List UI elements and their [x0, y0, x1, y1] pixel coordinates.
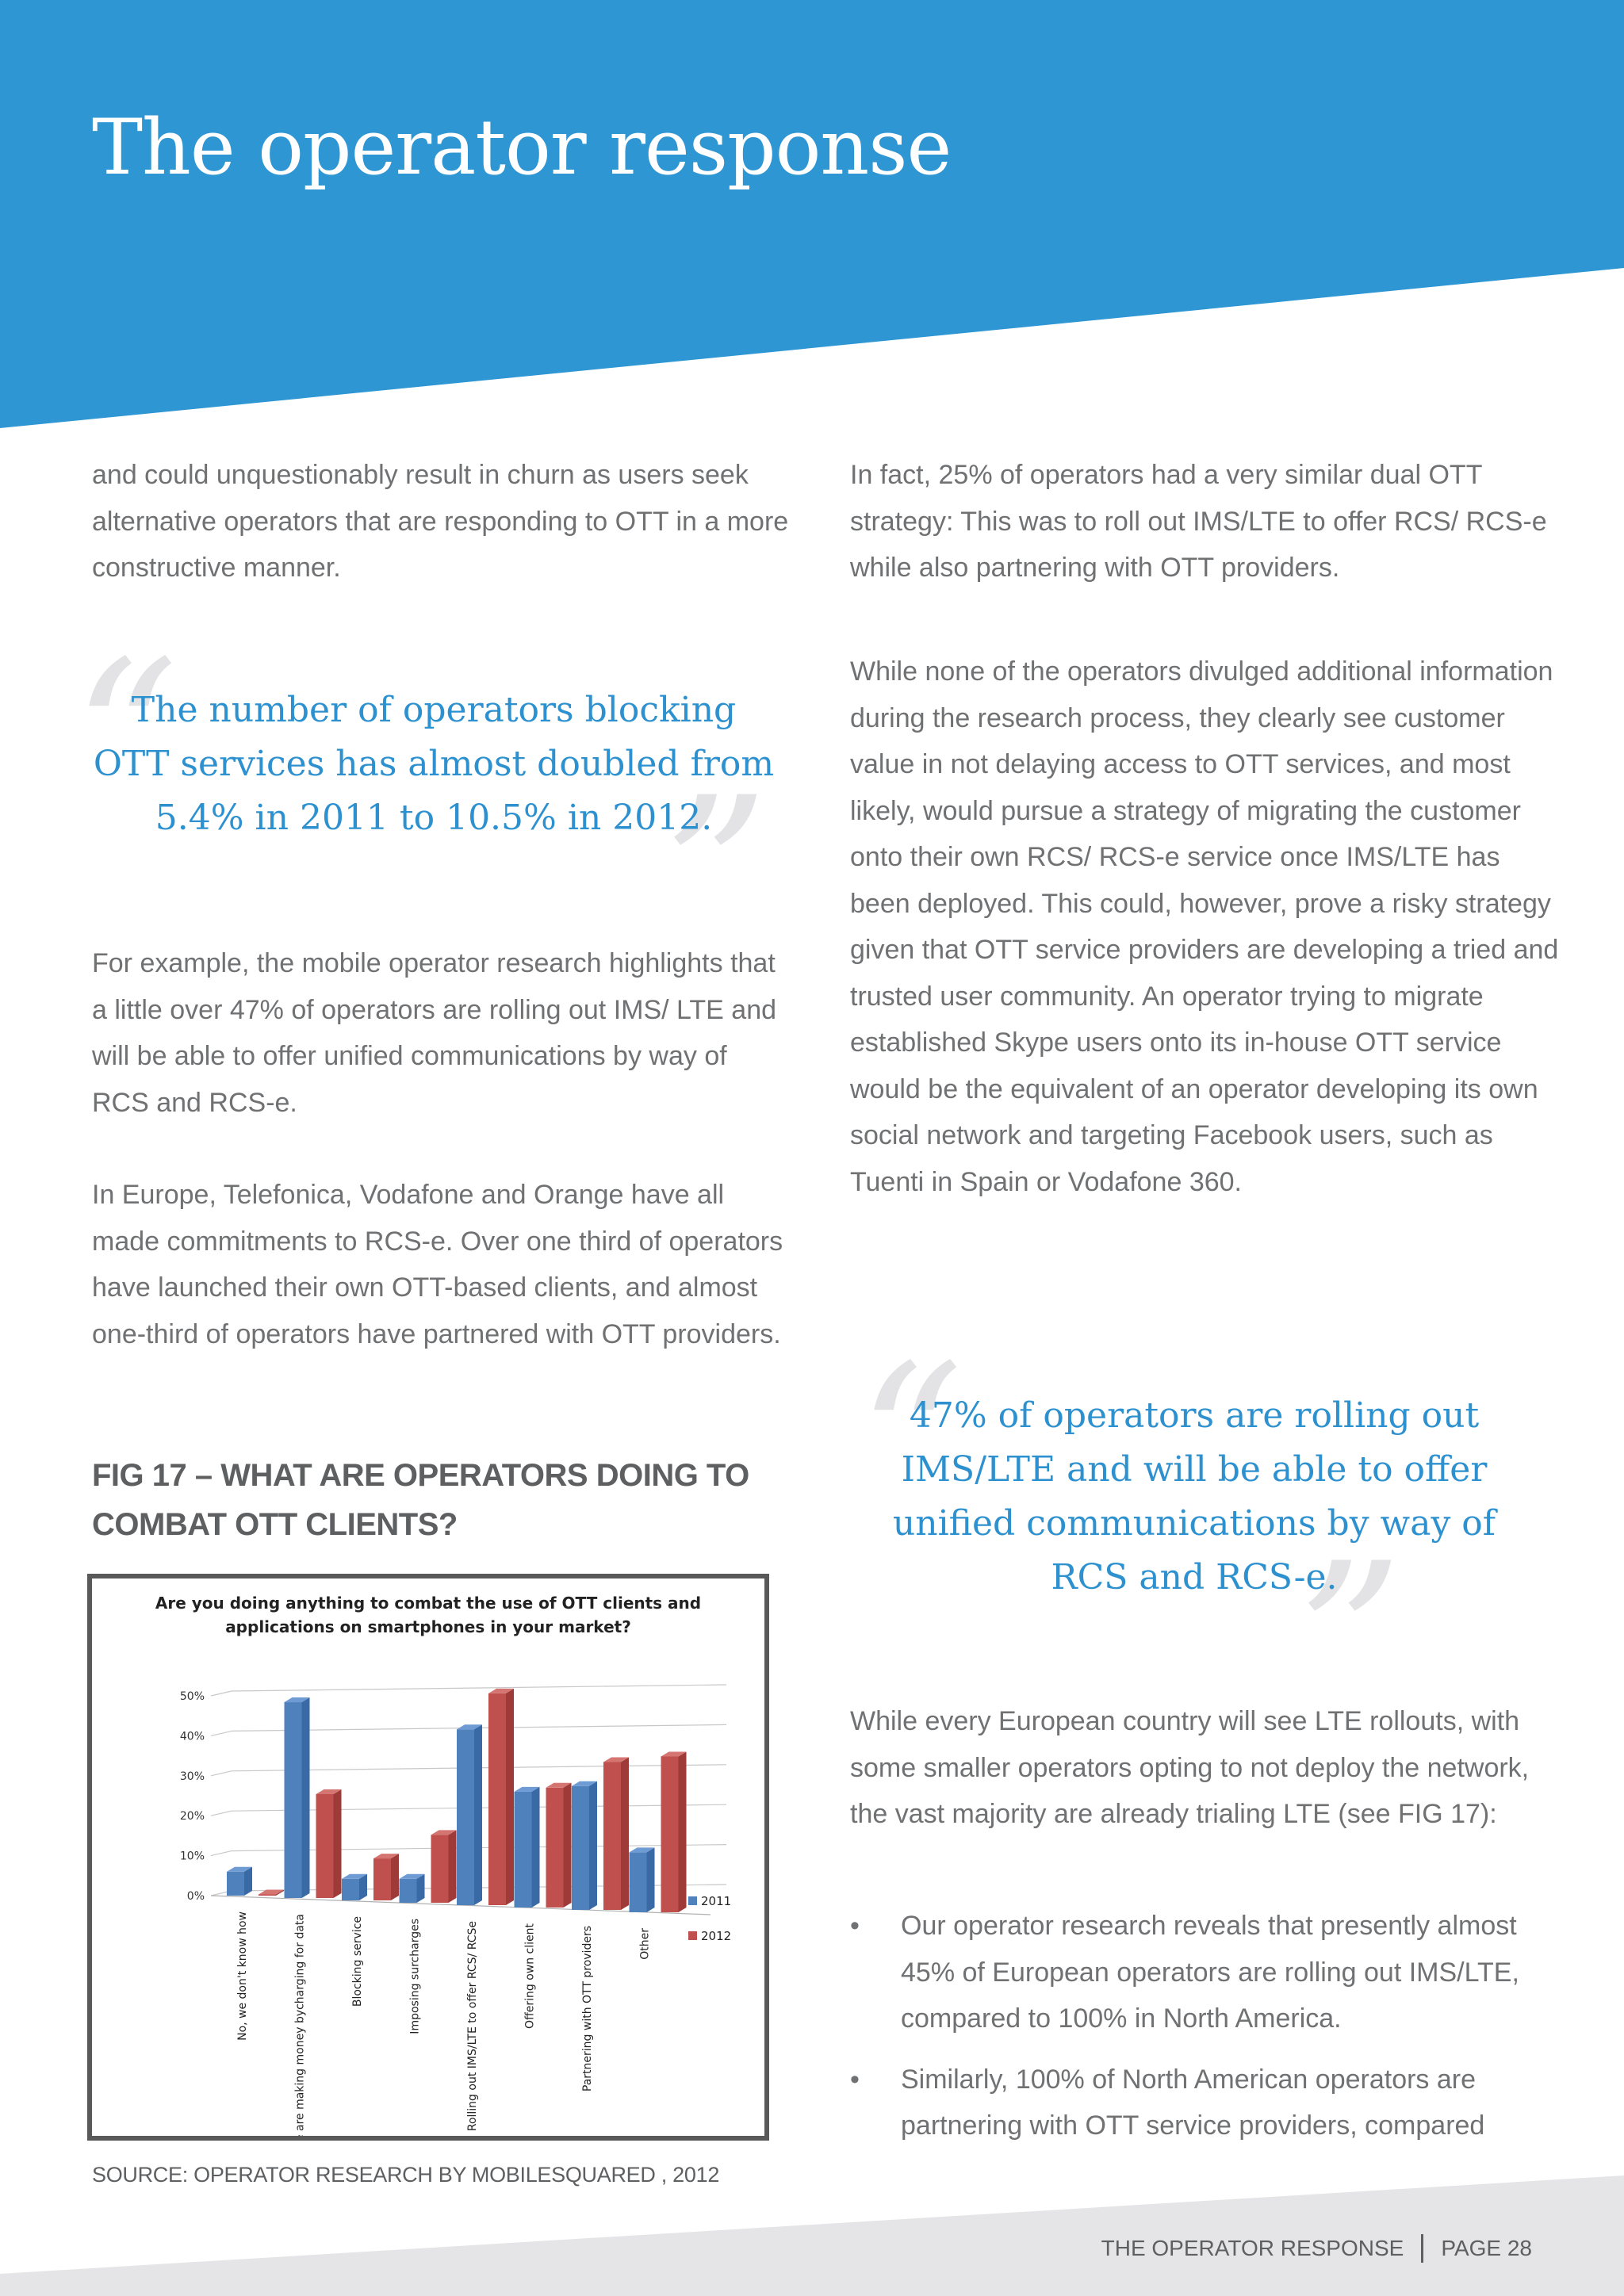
pull-quote-ims-lte: 47% of operators are rolling out IMS/LTE and will be able to offer unified communications by way of RCS and RCS-e. [892, 1395, 1496, 1598]
page-footer [1101, 2234, 1532, 2263]
gridline [211, 1731, 232, 1735]
bar-side [334, 1789, 342, 1898]
header-banner [0, 0, 1624, 444]
bar-side [532, 1787, 540, 1908]
x-category-label: No, we don't know how [236, 1911, 249, 2041]
bar-chart [92, 1578, 764, 2136]
gridline [211, 1691, 232, 1696]
bar-side [564, 1783, 572, 1908]
bar-front [546, 1788, 564, 1908]
bar-side [589, 1781, 597, 1910]
bar-side [647, 1847, 655, 1912]
x-category-label: Other [638, 1928, 652, 1960]
x-category-label: Partnering with OTT providers [581, 1926, 594, 2092]
gridline [211, 1811, 232, 1816]
legend-swatch [688, 1931, 697, 1940]
bar-side [302, 1697, 310, 1898]
bar-side [244, 1867, 252, 1896]
legend-swatch [688, 1896, 697, 1905]
bar-side [449, 1830, 457, 1903]
bar-front [400, 1879, 417, 1903]
chart-title: applications on smartphones in your market? [225, 1617, 631, 1636]
bullet-icon: • [850, 2064, 860, 2095]
list-item [850, 1903, 1556, 2042]
y-tick-label: 20% [179, 1810, 205, 1823]
x-category-label: Offering own client [523, 1923, 537, 2029]
right-para-lte-rollouts: While every European country will see LTE rollouts, with some smaller operators opting to not deploy the network, the vast majority are already trialing LTE (see FIG 17): [850, 1706, 1530, 1829]
y-tick-label: 10% [179, 1850, 205, 1863]
legend-label: 2012 [701, 1929, 732, 1943]
page-number: PAGE 28 [1441, 2236, 1532, 2260]
bar-front [285, 1702, 302, 1898]
gridline [211, 1771, 232, 1776]
footer-divider [1421, 2234, 1423, 2263]
x-category-label: No, we are making money bycharging for data [293, 1914, 307, 2136]
bar-front [603, 1762, 621, 1910]
bullet-text: Similarly, 100% of North American operators are partnering with OTT service providers, compared [901, 2064, 1485, 2141]
footer-section-name: THE OPERATOR RESPONSE [1101, 2236, 1404, 2260]
bar-front [431, 1835, 449, 1903]
open-quote-mark-icon: “ [73, 618, 178, 857]
bar-side [506, 1689, 514, 1905]
close-quote-mark-icon: ” [663, 754, 768, 993]
footer-band [0, 2156, 1624, 2296]
y-tick-label: 0% [186, 1890, 205, 1903]
gridline [211, 1851, 232, 1856]
close-quote-mark-icon: ” [1297, 1520, 1403, 1759]
bar-front [373, 1858, 391, 1900]
pull-quote-blocking: The number of operators blocking OTT services has almost doubled from 5.4% in 2011 to 10.5% in 2012. [93, 690, 775, 838]
bar-front [457, 1729, 474, 1905]
bar-side [391, 1854, 399, 1900]
bar-side [621, 1758, 629, 1910]
bar-side [474, 1724, 482, 1905]
legend-label: 2011 [701, 1894, 732, 1908]
y-tick-label: 30% [179, 1770, 205, 1783]
bar-front [316, 1794, 334, 1898]
bar-side [417, 1874, 425, 1903]
left-para-europe: In Europe, Telefonica, Vodafone and Orange have all made commitments to RCS-e. Over one third of operators have launched their own OTT-based clients, and almost one-third of operators have partnered with OTT providers. [92, 1180, 783, 1349]
bar-front [630, 1852, 647, 1912]
left-para-churn: and could unquestionably result in churn as users seek alternative operators that are responding to OTT in a more constructive manner. [92, 460, 789, 583]
bar-front [342, 1879, 359, 1900]
bar-side [679, 1751, 687, 1912]
bullet-icon: • [850, 1911, 860, 1941]
right-para-migration: While none of the operators divulged additional information during the research process, they clearly see customer value in not delaying access to OTT services, and most likely, would pursue a strategy of migrating the customer onto their own RCS/ RCS-e service once IMS/LTE has been deployed. This could, however, prove a risky strategy given that OTT service providers are developing a tried and trusted user community. An operator trying to migrate established Skype users onto its in-house OTT service would be the equivalent of an operator developing its own social network and targeting Facebook users, such as Tuenti in Spain or Vodafone 360. [850, 656, 1559, 1197]
x-category-label: Imposing surcharges [408, 1919, 422, 2034]
bar-front [661, 1756, 679, 1912]
bar-front [259, 1895, 276, 1896]
left-para-rcs: For example, the mobile operator research highlights that a little over 47% of operators are rolling out IMS/ LTE and will be able to offer unified communications by way of RCS and RCS-e. [92, 948, 777, 1118]
chart-frame [87, 1574, 769, 2141]
y-tick-label: 50% [179, 1690, 205, 1703]
bar-front [488, 1693, 506, 1905]
bar-front [572, 1786, 589, 1910]
list-item [850, 2057, 1556, 2149]
bullet-text: Our operator research reveals that presently almost 45% of European operators are rolling out IMS/LTE, compared to 100% in North America. [901, 1911, 1519, 2034]
open-quote-mark-icon: “ [858, 1322, 963, 1561]
figure-source: SOURCE: OPERATOR RESEARCH BY MOBILESQUARED , 2012 [92, 2163, 720, 2187]
bullet-list [850, 1903, 1556, 2164]
page-title: The operator response [92, 103, 952, 192]
chart-title: Are you doing anything to combat the use of OTT clients and [155, 1594, 702, 1613]
y-tick-label: 40% [179, 1730, 205, 1743]
right-para-dual-strategy: In fact, 25% of operators had a very similar dual OTT strategy: This was to roll out IMS/LTE to offer RCS/ RCS-e while also partnering with OTT providers. [850, 460, 1547, 583]
bar-front [227, 1872, 244, 1896]
x-category-label: Blocking service [351, 1916, 364, 2007]
bar-front [515, 1792, 532, 1908]
x-category-label: Rolling out IMS/LTE to offer RCS/ RCSe [466, 1921, 479, 2132]
figure-title: FIG 17 – WHAT ARE OPERATORS DOING TO COMBAT OTT CLIENTS? [92, 1458, 749, 1542]
gridline [232, 1685, 726, 1691]
